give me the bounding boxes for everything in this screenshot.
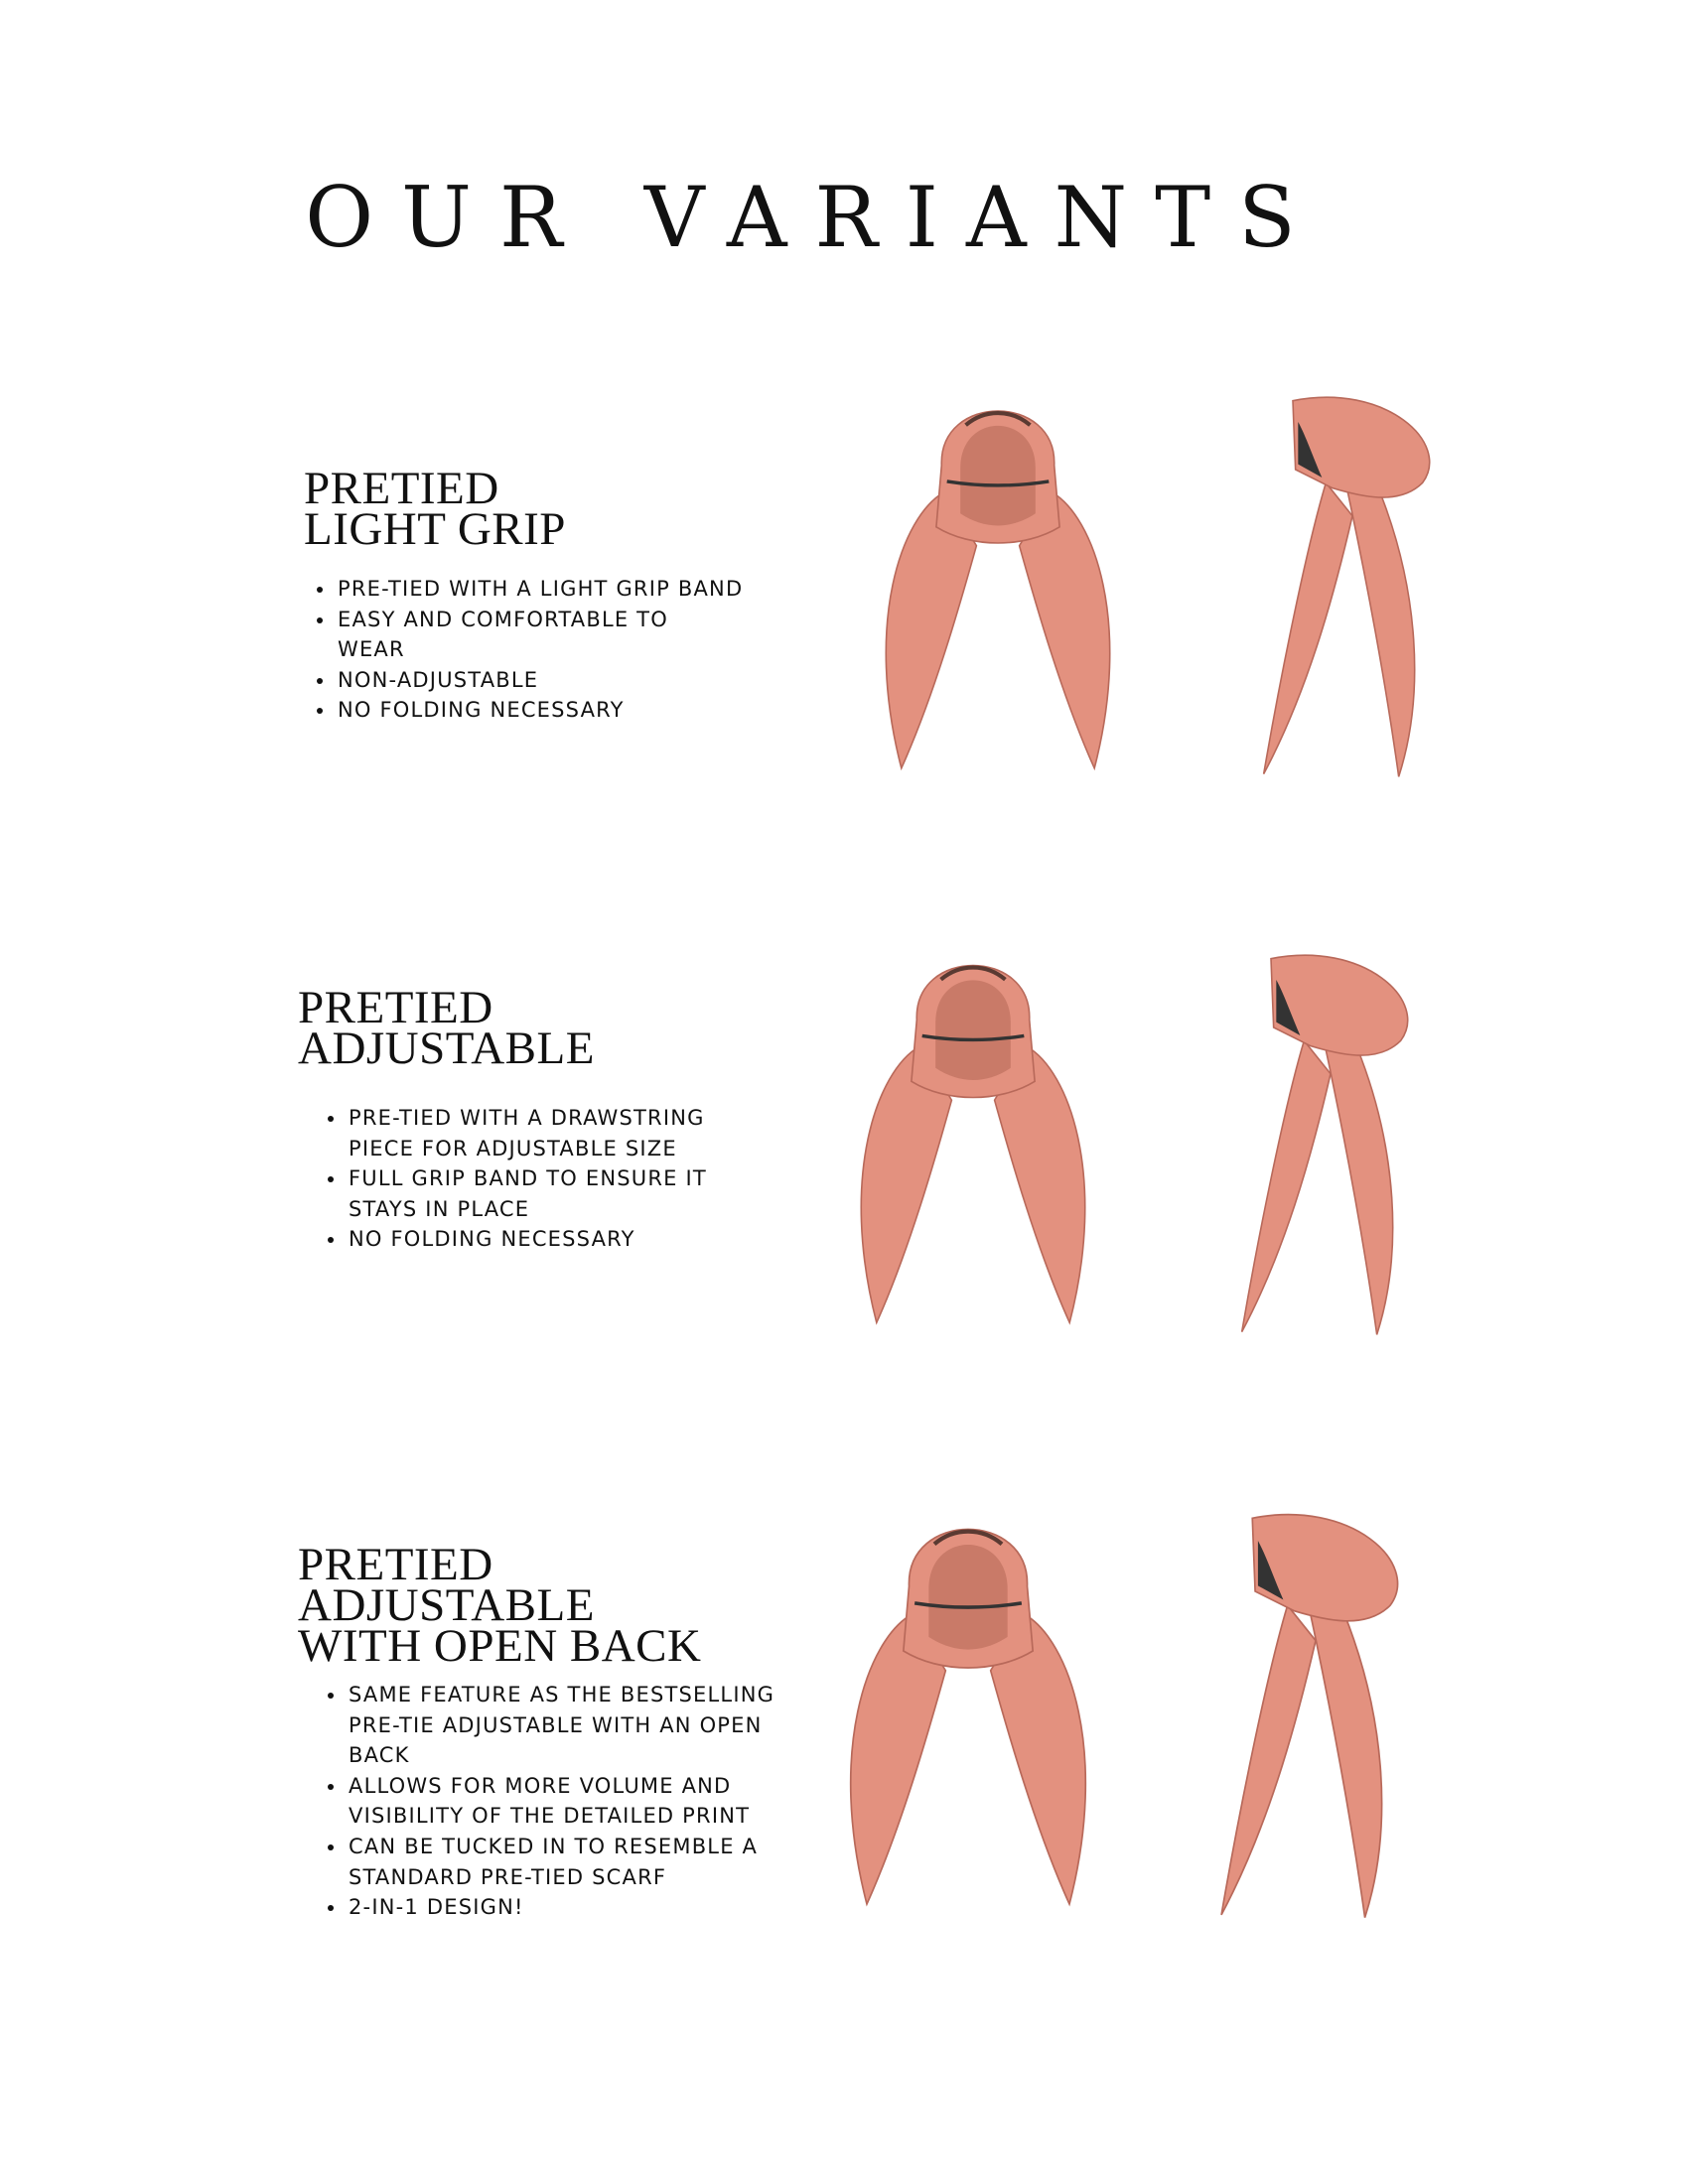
feature-list-adjustable	[315, 1103, 744, 1255]
feature-item: • SAME FEATURE AS THE BESTSELLING PRE-TIE ADJUSTABLE WITH AN OPEN BACK	[347, 1680, 783, 1771]
feature-item: • EASY AND COMFORTABLE TO WEAR	[336, 605, 715, 665]
page-title: OUR VARIANTS	[305, 169, 1324, 267]
feature-item: • CAN BE TUCKED IN TO RESEMBLE A STANDARD PRE-TIED SCARF	[347, 1832, 783, 1892]
heading-line: ADJUSTABLE	[298, 1023, 595, 1074]
heading-line: PRETIED	[298, 1539, 493, 1590]
variant-heading-adjustable	[298, 982, 595, 1074]
feature-item: • NO FOLDING NECESSARY	[347, 1224, 744, 1255]
heading-line: LIGHT GRIP	[304, 503, 566, 555]
scarf-front-open-back-image	[824, 1499, 1112, 1921]
feature-item: • NON-ADJUSTABLE	[336, 665, 773, 696]
feature-item: • PRE-TIED WITH A LIGHT GRIP BAND	[336, 574, 773, 605]
scarf-back-adjustable-image	[1231, 943, 1430, 1350]
feature-item: • PRE-TIED WITH A DRAWSTRING PIECE FOR ADJUSTABLE SIZE	[347, 1103, 744, 1163]
feature-item: • 2-IN-1 DESIGN!	[347, 1892, 783, 1923]
variant-heading-light-grip	[304, 463, 566, 555]
feature-list-light-grip	[304, 574, 773, 726]
feature-item: • FULL GRIP BAND TO ENSURE IT STAYS IN PLACE	[347, 1163, 744, 1224]
scarf-front-light-grip-image	[864, 382, 1132, 784]
heading-line: PRETIED	[304, 463, 499, 514]
heading-line: PRETIED	[298, 982, 493, 1033]
heading-line: WITH OPEN BACK	[298, 1620, 702, 1672]
feature-item: • NO FOLDING NECESSARY	[336, 695, 773, 726]
variant-heading-open-back	[298, 1539, 702, 1672]
scarf-back-light-grip-image	[1253, 385, 1452, 792]
feature-list-open-back	[315, 1680, 783, 1923]
scarf-back-open-back-image	[1201, 1507, 1430, 1929]
scarf-front-adjustable-image	[839, 933, 1107, 1342]
heading-line: ADJUSTABLE	[298, 1579, 595, 1631]
feature-item: • ALLOWS FOR MORE VOLUME AND VISIBILITY OF THE DETAILED PRINT	[347, 1771, 783, 1832]
